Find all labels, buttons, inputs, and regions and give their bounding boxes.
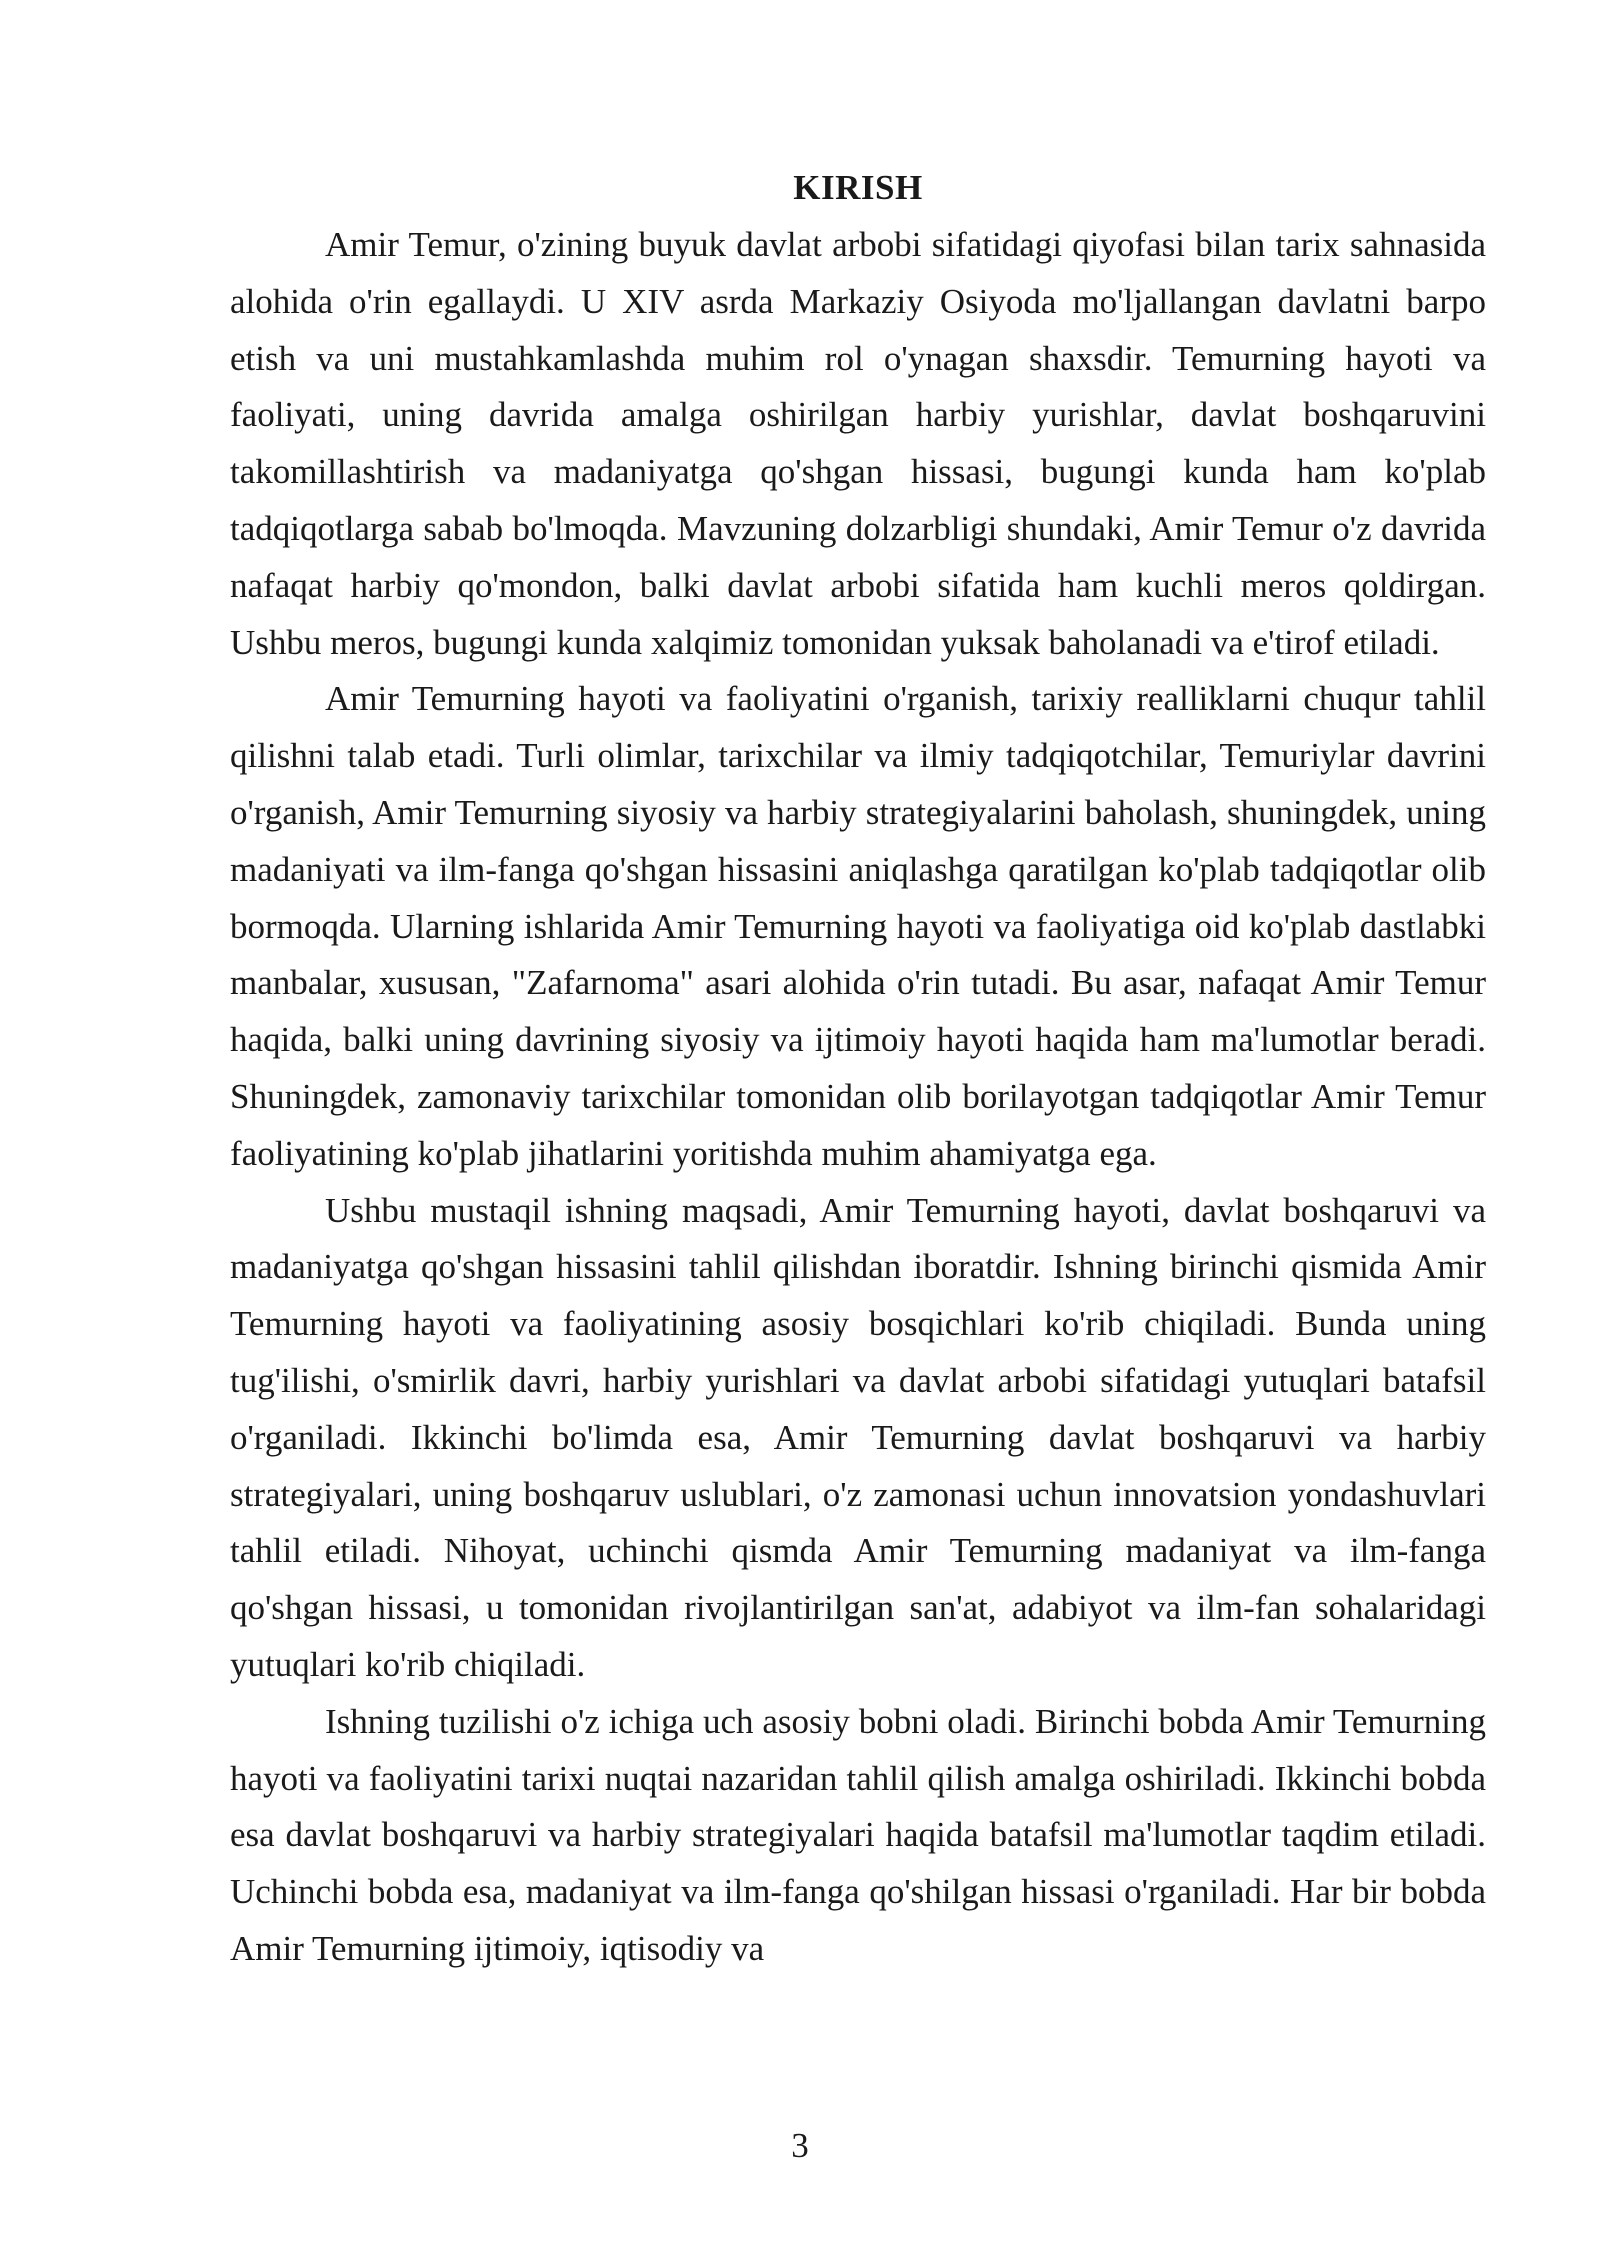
paragraph-1: Amir Temur, o'zining buyuk davlat arbobi sifatidagi qiyofasi bilan tarix sahnasida alohida o'rin egallaydi. U XIV asrda Markaziy Osiyoda mo'ljallangan davlatni barpo etish va uni mustahkamlashda muhim rol o'ynagan shaxsdir. Temurning hayoti va faoliyati, uning davrida amalga oshirilgan harbiy yurishlar, davlat boshqaruvini takomillashtirish va madaniyatga qo'shgan hissasi, bugungi kunda ham ko'plab tadqiqotlarga sabab bo'lmoqda. Mavzuning dolzarbligi shundaki, Amir Temur o'z davrida nafaqat harbiy qo'mondon, balki davlat arbobi sifatida ham kuchli meros qoldirgan. Ushbu meros, bugungi kunda xalqimiz tomonidan yuksak baholanadi va e'tirof etiladi. <box>230 225 1486 662</box>
paragraph-4: Ishning tuzilishi o'z ichiga uch asosiy bobni oladi. Birinchi bobda Amir Temurning hayoti va faoliyatini tarixi nuqtai nazaridan tahlil qilish amalga oshiriladi. Ikkinchi bobda esa davlat boshqaruvi va harbiy strategiyalari haqida batafsil ma'lumotlar taqdim etiladi. Uchinchi bobda esa, madaniyat va ilm-fanga qo'shilgan hissasi o'rganiladi. Har bir bobda Amir Temurning ijtimoiy, iqtisodiy va <box>230 1701 1486 1968</box>
paragraph-2: Amir Temurning hayoti va faoliyatini o'rganish, tarixiy realliklarni chuqur tahlil qilishni talab etadi. Turli olimlar, tarixchilar va ilmiy tadqiqotchilar, Temuriylar davrini o'rganish, Amir Temurning siyosiy va harbiy strategiyalarini baholash, shuningdek, uning madaniyati va ilm-fanga qo'shgan hissasini aniqlashga qaratilgan ko'plab tadqiqotlar olib bormoqda. Ularning ishlarida Amir Temurning hayoti va faoliyatiga oid ko'plab dastlabki manbalar, xususan, "Zafarnoma" asari alohida o'rin tutadi. Bu asar, nafaqat Amir Temur haqida, balki uning davrining siyosiy va ijtimoiy hayoti haqida ham ma'lumotlar beradi. Shuningdek, zamonaviy tarixchilar tomonidan olib borilayotgan tadqiqotlar Amir Temur faoliyatining ko'plab jihatlarini yoritishda muhim ahamiyatga ega. <box>230 679 1486 1173</box>
page-content <box>230 160 1486 1978</box>
paragraph-3: Ushbu mustaqil ishning maqsadi, Amir Temurning hayoti, davlat boshqaruvi va madaniyatga qo'shgan hissasini tahlil qilishdan iboratdir. Ishning birinchi qismida Amir Temurning hayoti va faoliyatining asosiy bosqichlari ko'rib chiqiladi. Bunda uning tug'ilishi, o'smirlik davri, harbiy yurishlari va davlat arbobi sifatidagi yutuqlari batafsil o'rganiladi. Ikkinchi bo'limda esa, Amir Temurning davlat boshqaruvi va harbiy strategiyalari, uning boshqaruv uslublari, o'z zamonasi uchun innovatsion yondashuvlari tahlil etiladi. Nihoyat, uchinchi qismda Amir Temurning madaniyat va ilm-fanga qo'shgan hissasi, u tomonidan rivojlantirilgan san'at, adabiyot va ilm-fan sohalaridagi yutuqlari ko'rib chiqiladi. <box>230 1190 1486 1684</box>
page-number: 3 <box>791 2126 809 2165</box>
page-title: KIRISH <box>793 168 923 207</box>
